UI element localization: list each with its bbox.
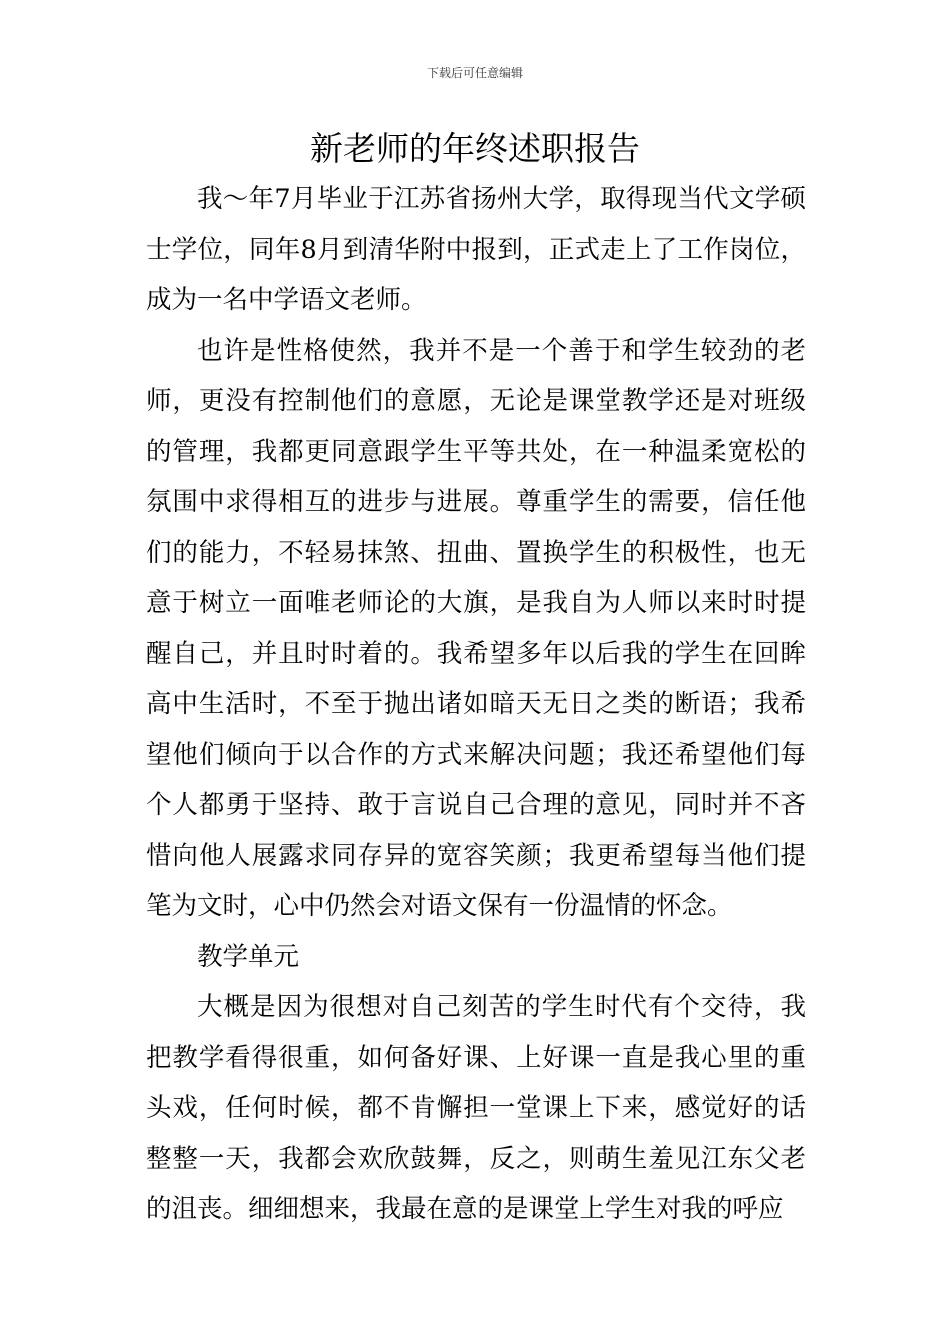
header-note: 下载后可任意编辑 (426, 66, 523, 80)
section-heading-teaching: 教学单元 (197, 941, 300, 972)
document-title: 新老师的年终述职报告 (310, 129, 640, 168)
paragraph-intro: 我～年7月毕业于江苏省扬州大学，取得现当代文学硕士学位，同年8月到清华附中报到，正式走上了工作岗位，成为一名中学语文老师。 (146, 184, 806, 315)
paragraph-philosophy: 也许是性格使然，我并不是一个善于和学生较劲的老师，更没有控制他们的意愿，无论是课堂教学还是对班级的管理，我都更同意跟学生平等共处，在一种温柔宽松的氛围中求得相互的进步与进展。尊重学生的需要，信任他们的能力，不轻易抹煞、扭曲、置换学生的积极性，也无意于树立一面唯老师论的大旗，是我自为人师以来时时提醒自己，并且时时着的。我希望多年以后我的学生在回眸高中生活时，不至于抛出诸如暗天无日之类的断语；我希望他们倾向于以合作的方式来解决问题；我还希望他们每个人都勇于坚持、敢于言说自己合理的意见，同时并不吝惜向他人展露求同存异的宽容笑颜；我更希望每当他们提笔为文时，心中仍然会对语文保有一份温情的怀念。 (146, 335, 806, 921)
document-body (146, 174, 806, 1235)
paragraph-teaching: 大概是因为很想对自己刻苦的学生时代有个交待，我把教学看得很重，如何备好课、上好课一直是我心里的重头戏，任何时候，都不肯懈担一堂课上下来，感觉好的话整整一天，我都会欢欣鼓舞，反之，则萌生羞见江东父老的沮丧。细细想来，我最在意的是课堂上学生对我的呼应 (146, 992, 806, 1224)
